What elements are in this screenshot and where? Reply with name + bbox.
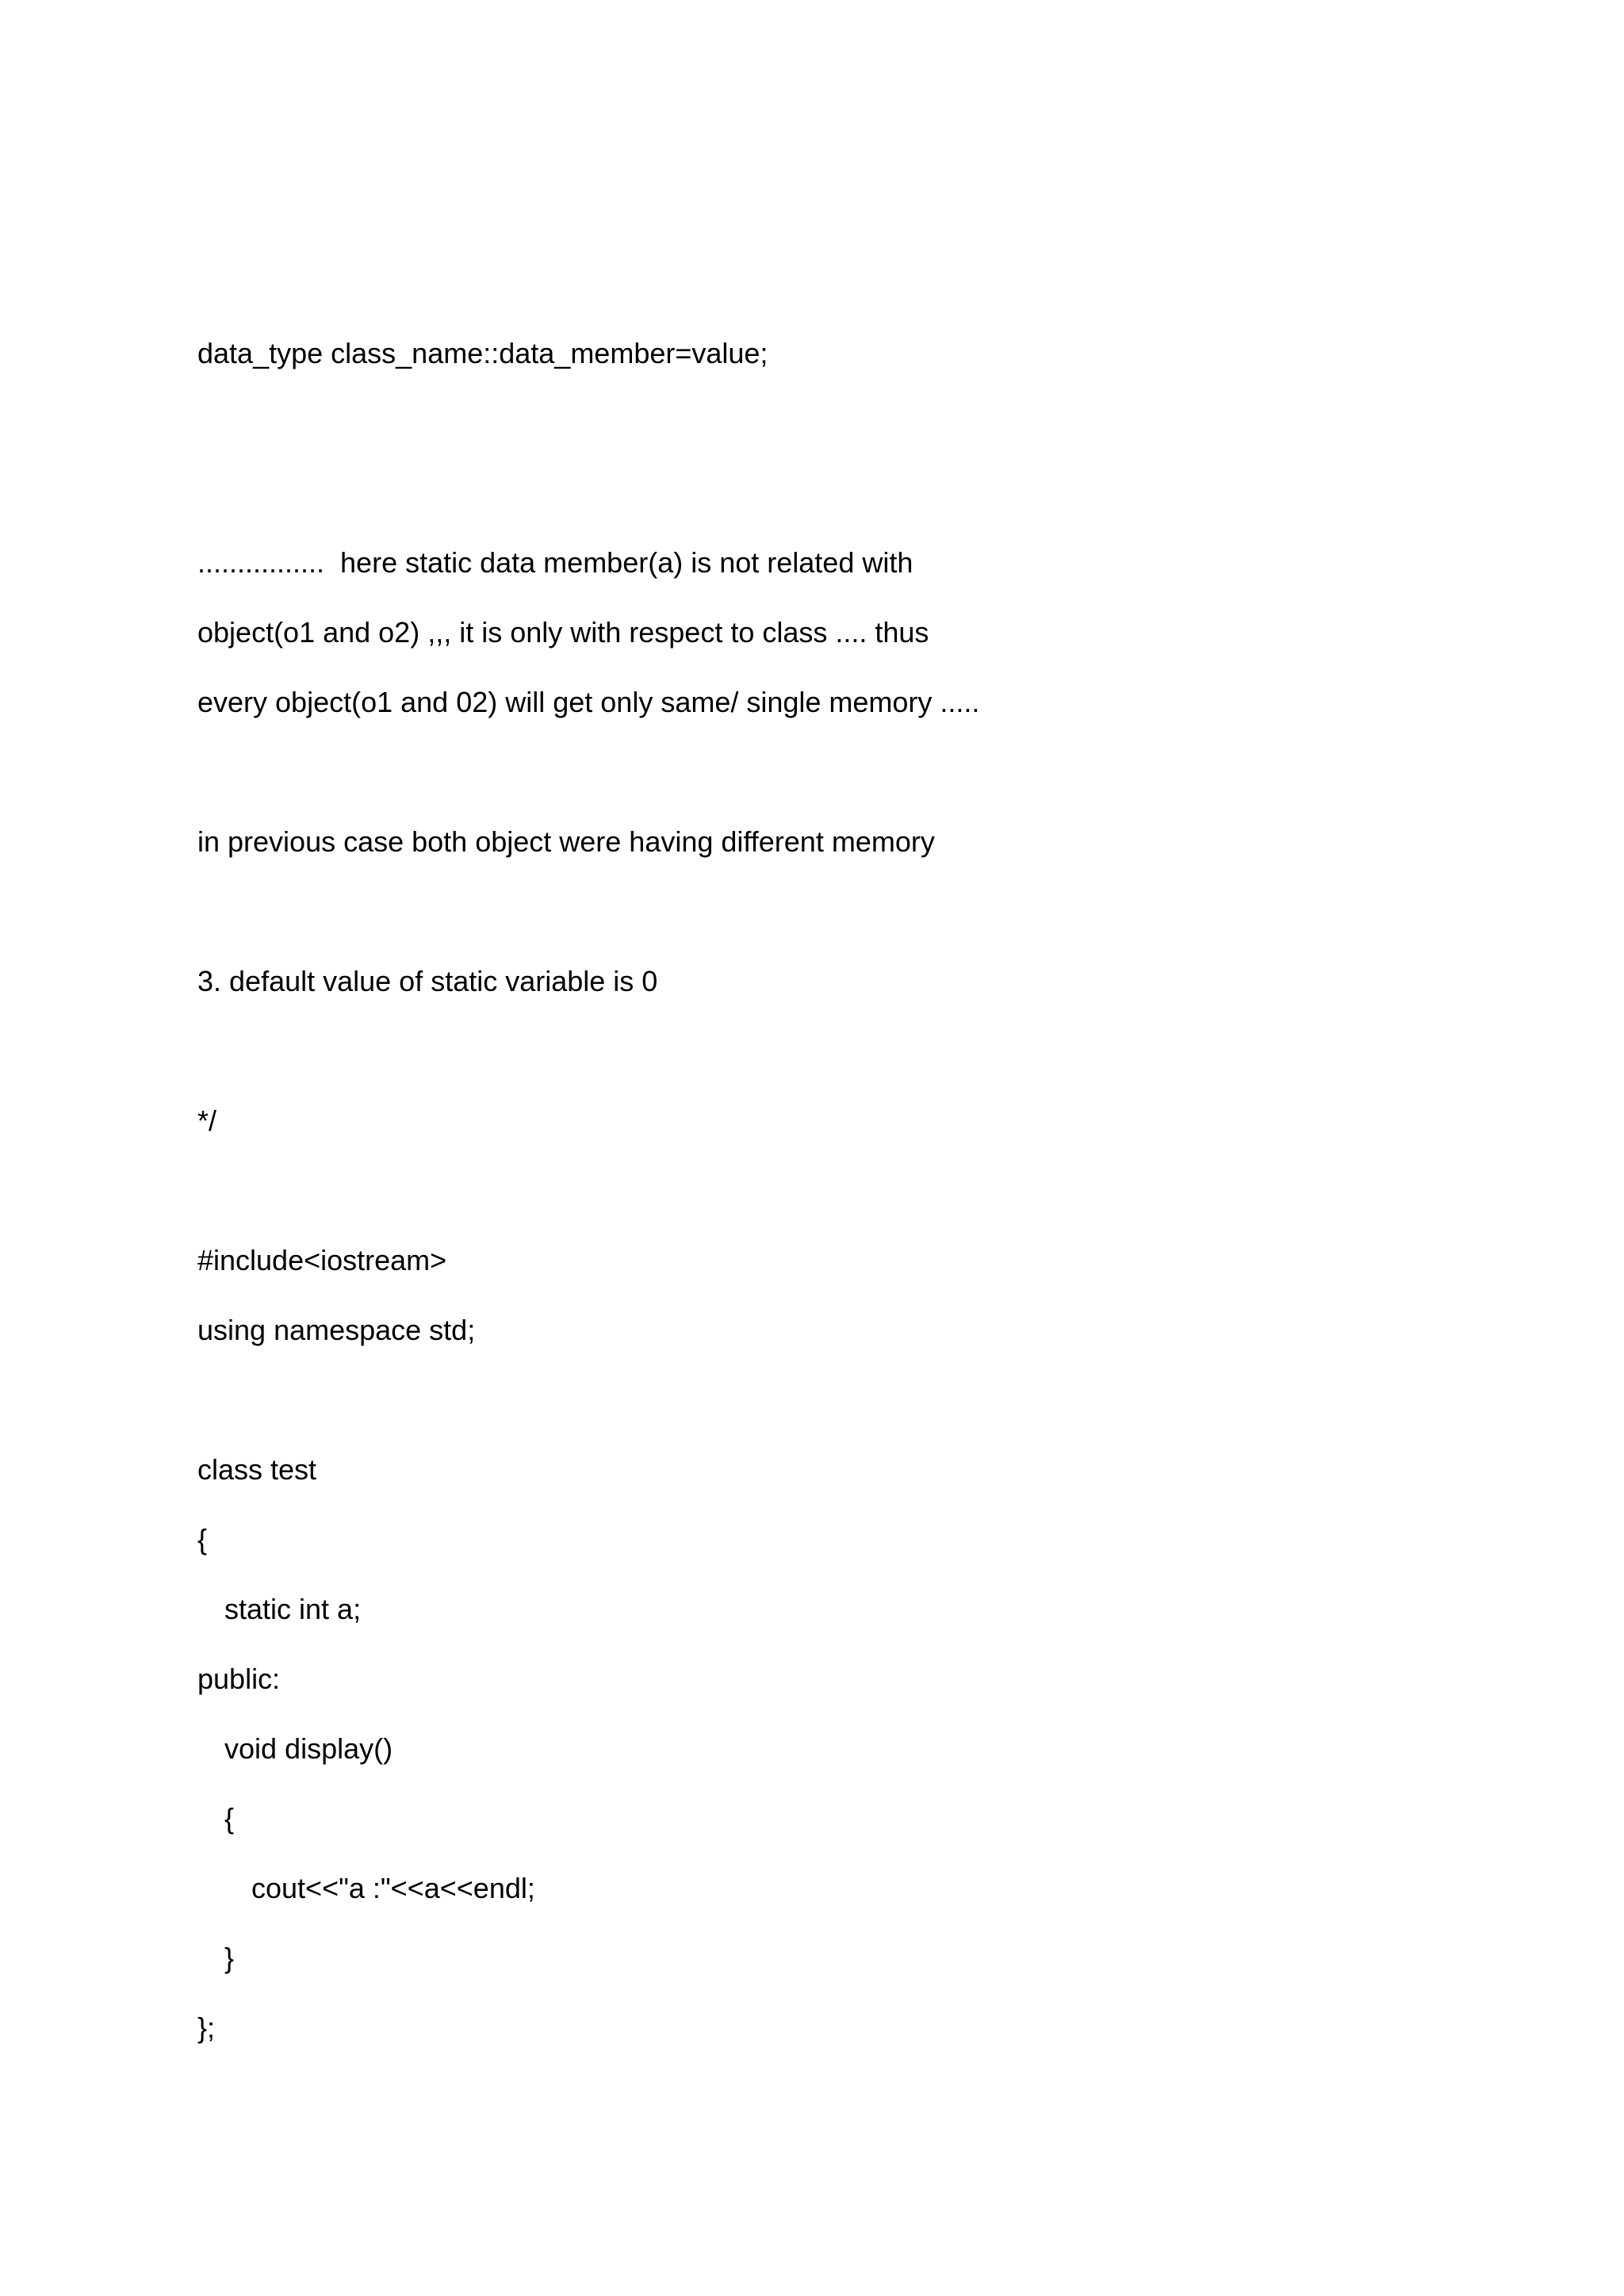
code-class-close: }; <box>197 2011 216 2044</box>
note-line-3: every object(o1 and 02) will get only same/ single memory ..... <box>197 686 980 718</box>
code-method-open: { <box>224 1802 235 1835</box>
note-line-2: object(o1 and o2) ,,, it is only with respect to class .... thus <box>197 616 929 649</box>
note-line-1: ................ here static data member(a) is not related with <box>197 546 914 579</box>
note-line-5: 3. default value of static variable is 0 <box>197 965 658 997</box>
code-method-decl: void display() <box>224 1732 393 1765</box>
code-class-decl: class test <box>197 1453 317 1486</box>
code-method-close: } <box>224 1942 235 1974</box>
syntax-line: data_type class_name::data_member=value; <box>197 337 768 369</box>
code-include: #include<iostream> <box>197 1244 447 1276</box>
code-public: public: <box>197 1663 281 1695</box>
code-static-member: static int a; <box>224 1593 362 1625</box>
comment-end: */ <box>197 1104 217 1137</box>
note-line-4: in previous case both object were having different memory <box>197 825 935 858</box>
code-open-brace: { <box>197 1523 208 1556</box>
code-namespace: using namespace std; <box>197 1314 476 1346</box>
code-cout: cout<<"a :"<<a<<endl; <box>251 1872 535 1904</box>
